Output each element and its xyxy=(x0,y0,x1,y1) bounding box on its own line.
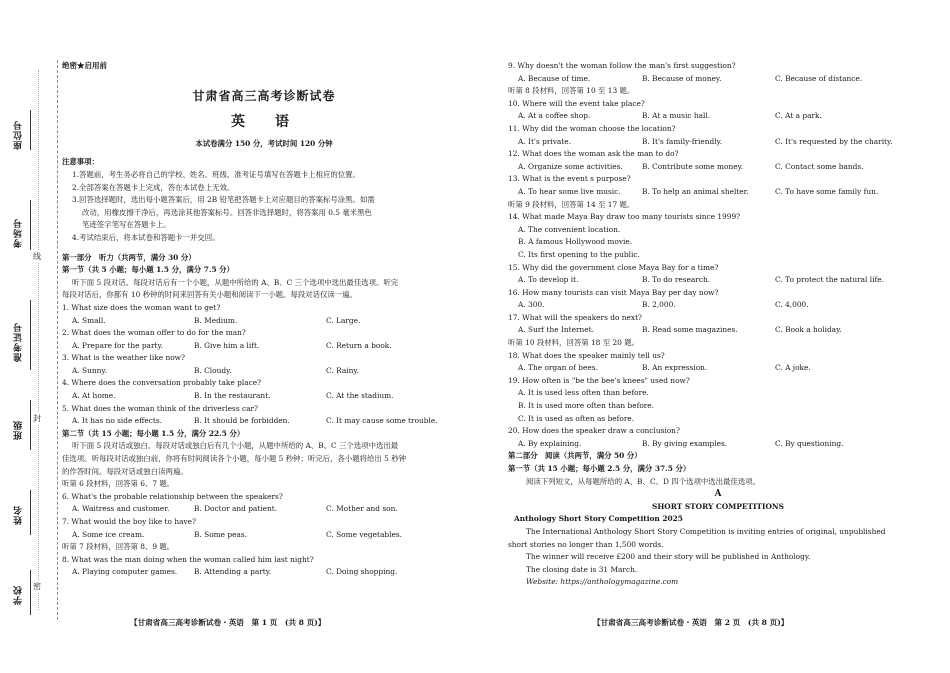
website-link[interactable]: Website: https://anthologymagazine.com xyxy=(526,577,679,587)
question-13: 13. What is the event s purpose? xyxy=(508,174,631,184)
secret-mark: 绝密★启用前 xyxy=(62,61,107,70)
question-11: 11. Why did the woman choose the location? xyxy=(508,123,676,133)
question-7: 7. What would the boy like to have? xyxy=(62,517,196,526)
question-6: 6. What's the probable relationship between the speakers? xyxy=(62,491,283,501)
option-b[interactable]: B. It should be forbidden. xyxy=(194,416,290,426)
option-a[interactable]: A. Waitress and customer. xyxy=(72,504,170,514)
reading-instruction: 阅读下列短文，从每题所给的 A、B、C、D 四个选项中选出最佳选项。 xyxy=(526,476,760,486)
option-c[interactable]: C. Doing shopping. xyxy=(326,567,398,577)
seat-label: 座位号 xyxy=(14,120,24,150)
options-3 xyxy=(62,365,466,378)
reading-sec1-heading: 第一节（共 15 小题；每小题 2.5 分，满分 37.5 分） xyxy=(508,464,691,473)
page-footer: 【甘肃省高三高考诊断试卷・英语 第 1 页 (共 8 页)】 xyxy=(130,618,326,627)
option-c[interactable]: C. It may cause some trouble. xyxy=(326,416,438,426)
sec2-instruction-cont: 佳选项。听每段对话或独白前，你将有时间阅读各个小题，每小题 5 秒钟；听完后，各小题将给出 5 秒钟 xyxy=(62,454,406,464)
option-b[interactable]: B. It's family-friendly. xyxy=(642,136,723,146)
subject-title: 英 语 xyxy=(231,114,297,131)
option-a[interactable]: A. 300. xyxy=(518,300,545,310)
exam-room-label: 考场号 xyxy=(14,218,24,248)
option-a[interactable]: A. It's private. xyxy=(518,136,572,146)
school-label: 学校 xyxy=(14,585,24,605)
option-c[interactable]: C. It is used as often as before. xyxy=(518,413,635,423)
option-b[interactable]: B. To help an animal shelter. xyxy=(642,186,749,196)
option-a[interactable]: A. Playing computer games. xyxy=(72,567,178,577)
cut-label-line: 线 xyxy=(33,252,41,261)
option-a[interactable]: A. At home. xyxy=(72,391,116,401)
option-b[interactable]: B. Contribute some money. xyxy=(642,161,744,171)
part1-heading: 第一部分 听力（共两节，满分 30 分） xyxy=(62,252,196,262)
option-c[interactable]: C. Some vegetables. xyxy=(326,529,402,539)
option-b[interactable]: B. Some peas. xyxy=(194,529,248,539)
question-15: 15. Why did the government close Maya Bay for a time? xyxy=(508,262,719,272)
option-c[interactable]: C. To protect the natural life. xyxy=(775,275,884,285)
options-5 xyxy=(62,415,466,428)
note-3-cont: 改动，用橡皮擦干净后，再选涂其他答案标号。回答非选择题时，将答案用 0.5 毫米黑色 xyxy=(82,207,372,217)
option-b[interactable]: B. It is used more often than before. xyxy=(518,401,655,411)
question-8: 8. What was the man doing when the woman called him last night? xyxy=(62,554,314,564)
question-17: 17. What will the speakers do next? xyxy=(508,312,642,322)
option-c[interactable]: C. It's requested by the charity. xyxy=(775,136,893,146)
option-c[interactable]: C. To have some family fun. xyxy=(775,186,879,196)
sec1-instruction: 听下面 5 段对话。每段对话后有一个小题，从题中所给的 A、B、C 三个选项中选出最佳选项。听完 xyxy=(72,277,399,287)
option-b[interactable]: B. A famous Hollywood movie. xyxy=(518,237,633,247)
seat-blank xyxy=(30,110,31,150)
options-16 xyxy=(508,299,928,312)
option-c[interactable]: C. Return a book. xyxy=(326,340,392,350)
cut-line xyxy=(38,70,39,610)
option-a[interactable]: A. Some ice cream. xyxy=(72,529,145,539)
option-b[interactable]: B. To do research. xyxy=(642,275,711,285)
passage-para-1-cont: short stories no longer than 1,500 words. xyxy=(508,539,664,549)
class-label: 班级 xyxy=(14,420,24,440)
question-19: 19. How often is "be the bee's knees" used now? xyxy=(508,375,690,385)
option-c[interactable]: C. Contact some bands. xyxy=(775,161,864,171)
question-3: 3. What is the weather like now? xyxy=(62,353,185,363)
option-c[interactable]: C. Mother and son. xyxy=(326,504,398,514)
options-7 xyxy=(62,529,466,542)
option-a[interactable]: A. To hear some live music. xyxy=(518,186,621,196)
option-c[interactable]: C. At the stadium. xyxy=(326,391,394,401)
question-4: 4. Where does the conversation probably take place? xyxy=(62,378,262,388)
options-17 xyxy=(508,324,928,337)
option-c[interactable]: C. Its first opening to the public. xyxy=(518,249,640,259)
option-b[interactable]: B. Attending a party. xyxy=(194,567,272,577)
options-12 xyxy=(508,161,928,174)
material-6: 听第 6 段材料，回答第 6、7 题。 xyxy=(62,479,175,489)
cut-label-secret: 密 xyxy=(33,582,41,591)
left-content xyxy=(62,60,466,579)
part2-heading: 第二部分 阅读（共两节，满分 50 分） xyxy=(508,451,642,461)
passage-label: A xyxy=(714,489,722,500)
option-a[interactable]: A. Organize some activities. xyxy=(518,161,623,171)
right-content xyxy=(508,60,928,589)
option-c[interactable]: C. Because of distance. xyxy=(775,73,863,83)
option-a[interactable]: A. The convenient location. xyxy=(518,224,621,234)
option-c[interactable]: C. Book a holiday. xyxy=(775,325,842,335)
name-blank xyxy=(30,490,31,535)
ticket-blank xyxy=(30,300,31,370)
options-1 xyxy=(62,315,466,328)
options-20 xyxy=(508,438,928,451)
options-18 xyxy=(508,362,928,375)
options-6 xyxy=(62,503,466,516)
option-a[interactable]: A. Because of time. xyxy=(518,73,591,83)
option-c[interactable]: C. At a park. xyxy=(775,111,822,121)
option-b[interactable]: B. Doctor and patient. xyxy=(194,504,278,514)
exam-title: 甘肃省高三高考诊断试卷 xyxy=(192,88,336,103)
question-2: 2. What does the woman offer to do for the man? xyxy=(62,328,246,338)
name-label: 姓名 xyxy=(14,505,24,525)
question-12: 12. What does the woman ask the man to do? xyxy=(508,149,679,159)
material-10: 听第 10 段材料，回答第 18 至 20 题。 xyxy=(508,338,639,348)
options-9 xyxy=(508,73,928,86)
page-divider xyxy=(57,60,58,620)
sec2-heading: 第二节（共 15 小题；每小题 1.5 分，满分 22.5 分） xyxy=(62,428,245,438)
passage-para-1: The International Anthology Short Story Competition is inviting entries of original, unpublished xyxy=(526,526,886,536)
passage-para-3: The closing date is 31 March. xyxy=(526,564,638,574)
option-a[interactable]: A. It is used less often than before. xyxy=(518,388,649,398)
note-3-cont2: 笔迹签字笔写在答题卡上。 xyxy=(82,220,171,230)
option-b[interactable]: B. Give him a lift. xyxy=(194,340,260,350)
note-4: 4.考试结束后，将本试卷和答题卡一并交回。 xyxy=(72,232,220,242)
binding-margin xyxy=(0,0,58,673)
option-b[interactable]: B. At a music hall. xyxy=(642,111,711,121)
note-2: 2.全部答案在答题卡上完成，答在本试卷上无效。 xyxy=(72,182,235,192)
option-b[interactable]: B. In the restaurant. xyxy=(194,391,271,401)
option-a[interactable]: A. Prepare for the party. xyxy=(72,340,164,350)
option-b[interactable]: B. Medium. xyxy=(194,315,238,325)
option-a[interactable]: A. To develop it. xyxy=(518,275,579,285)
option-c[interactable]: C. Rainy. xyxy=(326,365,359,375)
options-11 xyxy=(508,136,928,149)
question-18: 18. What does the speaker mainly tell us? xyxy=(508,350,665,360)
sec1-heading: 第一节（共 5 小题；每小题 1.5 分，满分 7.5 分） xyxy=(62,265,234,275)
sec2-instruction: 听下面 5 段对话或独白。每段对话或独白后有几个小题，从题中所给的 A、B、C 三个选项中选出最 xyxy=(72,441,399,451)
options-10 xyxy=(508,110,928,123)
question-1: 1. What size does the woman want to get? xyxy=(62,302,221,312)
cut-label-seal: 封 xyxy=(33,414,41,423)
options-4 xyxy=(62,390,466,403)
passage-title: SHORT STORY COMPETITIONS xyxy=(651,501,785,511)
material-9: 听第 9 段材料，回答第 14 至 17 题。 xyxy=(508,199,635,209)
question-5: 5. What does the woman think of the driverless car? xyxy=(62,403,259,413)
option-b[interactable]: B. An expression. xyxy=(642,363,708,373)
option-b[interactable]: B. Because of money. xyxy=(642,73,722,83)
option-a[interactable]: A. Sunny. xyxy=(72,365,107,375)
question-16: 16. How many tourists can visit Maya Bay per day now? xyxy=(508,287,719,297)
option-b[interactable]: B. Read some magazines. xyxy=(642,325,738,335)
note-3: 3.回答选择题时，选出每小题答案后，用 2B 铅笔把答题卡上对应题目的答案标号涂黑。如需 xyxy=(72,195,375,205)
material-7: 听第 7 段材料，回答第 8、9 题。 xyxy=(62,542,175,552)
page-footer: 【甘肃省高三高考诊断试卷・英语 第 2 页 (共 8 页)】 xyxy=(593,618,789,627)
option-c[interactable]: C. By questioning. xyxy=(775,438,844,448)
option-a[interactable]: A. It has no side effects. xyxy=(72,416,163,426)
question-10: 10. Where will the event take place? xyxy=(508,98,645,108)
option-c[interactable]: C. 4,000. xyxy=(775,300,809,310)
class-blank xyxy=(30,400,31,450)
option-a[interactable]: A. Surf the Internet. xyxy=(518,325,594,335)
exam-room-blank xyxy=(30,200,31,250)
question-14: 14. What made Maya Bay draw too many tourists since 1999? xyxy=(508,212,741,222)
options-13 xyxy=(508,186,928,199)
notice-title: 注意事项： xyxy=(62,157,99,167)
page-2 xyxy=(478,0,950,673)
options-15 xyxy=(508,274,928,287)
option-b[interactable]: B. By giving examples. xyxy=(642,438,728,448)
sec2-instruction-cont2: 的作答时间。每段对话或独白读两遍。 xyxy=(62,466,188,476)
school-blank xyxy=(30,570,31,615)
option-b[interactable]: B. Cloudy. xyxy=(194,365,232,375)
options-8 xyxy=(62,566,466,579)
material-8: 听第 8 段材料，回答第 10 至 13 题。 xyxy=(508,86,635,96)
option-a[interactable]: A. By explaining. xyxy=(518,438,582,448)
option-a[interactable]: A. At a coffee shop. xyxy=(518,111,591,121)
option-c[interactable]: C. A joke. xyxy=(775,363,811,373)
ticket-label: 准考证号 xyxy=(14,322,24,362)
option-a[interactable]: A. Small. xyxy=(72,315,106,325)
option-a[interactable]: A. The organ of bees. xyxy=(518,363,598,373)
options-2 xyxy=(62,340,466,353)
note-1: 1.答题前，考生务必将自己的学校、姓名、班级、准考证号填写在答题卡上相应的位置。 xyxy=(72,169,360,179)
sec1-instruction-cont: 每段对话后，你都有 10 秒钟的时间来回答有关小题和阅读下一小题。每段对话仅读一遍。 xyxy=(62,290,357,300)
exam-meta: 本试卷满分 150 分，考试时间 120 分钟 xyxy=(195,138,333,148)
option-b[interactable]: B. 2,000. xyxy=(642,300,676,310)
option-c[interactable]: C. Large. xyxy=(326,315,361,325)
competition-title: Anthology Short Story Competition 2025 xyxy=(514,514,683,524)
passage-para-2: The winner will receive £200 and their story will be published in Anthology. xyxy=(526,552,811,562)
question-20: 20. How does the speaker draw a conclusion? xyxy=(508,426,680,436)
question-9: 9. Why doesn't the woman follow the man's first suggestion? xyxy=(508,61,736,70)
